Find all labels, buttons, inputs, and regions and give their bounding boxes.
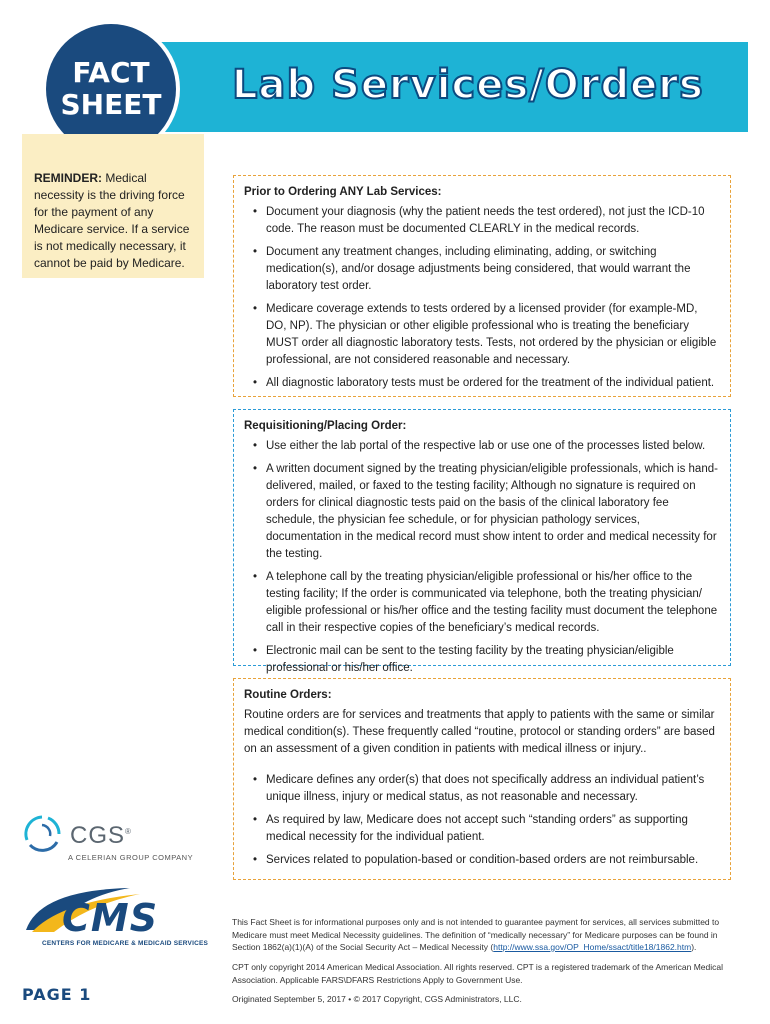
cms-name: CMS (62, 896, 159, 940)
list-item: • A written document signed by the treating physician/eligible professionals, which is hand-delivered, mailed, or faxed to the testing facility; Although no signature is required on orders for clinical diagnostic tests paid on the basis of the clinical laboratory fee schedule, the physician fee schedule, or for physician pathology services, documentation in the medical record must show intent to order and medical necessity for the testing. (244, 461, 718, 563)
page-title: Lab Services/Orders (232, 62, 704, 108)
list-item: • Electronic mail can be sent to the testing facility by the treating physician/eligible professional or his/her office. (244, 643, 718, 677)
list-item: • Services related to population-based or condition-based orders are not reimbursable. (244, 852, 718, 869)
routine-title: Routine Orders: (244, 689, 332, 701)
page-number: PAGE 1 (22, 985, 92, 1004)
reminder-box (22, 134, 204, 278)
footer-disclaimer: This Fact Sheet is for informational purposes only and is not intended to guarantee payment for services, all services submitted to Medicare must meet Medical Necessity guidelines. The definition of “medically necessary” for Medicare purposes can be found in Section 1862(a)(1)(A) of the Social Security Act – Medical Necessity (http://www.ssa.gov/OP_Home/ssact/title18/1862.htm). (232, 917, 720, 952)
reminder-label: REMINDER: (34, 171, 102, 185)
routine-intro: Routine orders are for services and treatments that apply to patients with the same or similar medical condition(s). These frequently called “routine, protocol or standing orders” are based on an assessment of a given condition in patients with medical illness or injury.. (244, 709, 715, 755)
cgs-tagline: A CELERIAN GROUP COMPANY (68, 853, 194, 862)
cgs-logo (20, 810, 220, 870)
list-item: • Medicare defines any order(s) that does not specifically address an individual patient’s unique illness, injury or medical status, as not reasonable and necessary. (244, 772, 718, 806)
list-item: • A telephone call by the treating physician/eligible professional or his/her office to the testing facility; If the order is communicated via telephone, both the treating physician/ eligible professional or his/her office and the testing facility must document the telephone call in their respective copies of the beneficiary’s medical records. (244, 569, 718, 637)
cms-tagline: CENTERS FOR MEDICARE & MEDICAID SERVICES (42, 940, 209, 947)
cgs-swirl-icon (22, 814, 62, 854)
list-item: • Document your diagnosis (why the patient needs the test ordered), not just the ICD-10 code. The reason must be documented CLEARLY in the medical records. (244, 204, 718, 238)
footer-origin: Originated September 5, 2017 • © 2017 Copyright, CGS Administrators, LLC. (232, 994, 522, 1004)
requisition-section (233, 409, 731, 674)
list-item: • As required by law, Medicare does not accept such “standing orders” as supporting medical necessity for the individual patient. (244, 812, 718, 846)
list-item: • Document any treatment changes, including eliminating, adding, or switching medication(s), and/or dosage adjustments being considered, that would warrant the laboratory test order. (244, 244, 718, 295)
prior-section (233, 175, 731, 397)
reminder-text: Medical necessity is the driving force for the payment of any Medicare service. If a service is not medically necessary, it cannot be paid by Medicare. (34, 171, 190, 270)
badge-line-1: FACT (72, 56, 150, 89)
routine-section (233, 678, 731, 880)
cgs-name: CGS® (70, 822, 132, 849)
prior-title: Prior to Ordering ANY Lab Services: (244, 186, 442, 198)
list-item: • Use either the lab portal of the respective lab or use one of the processes listed below. (244, 438, 718, 455)
list-item: • All diagnostic laboratory tests must be ordered for the treatment of the individual patient. (244, 375, 718, 392)
ssa-link[interactable]: http://www.ssa.gov/OP_Home/ssact/title18/1862.htm (493, 942, 692, 952)
cms-logo (20, 882, 220, 952)
footer-cpt: CPT only copyright 2014 American Medical Association. All rights reserved. CPT is a registered trademark of the American Medical Association. Applicable FARS\DFARS Restrictions Apply to Government Use. (232, 962, 724, 985)
list-item: • Medicare coverage extends to tests ordered by a licensed provider (for example-MD, DO, NP). The physician or other eligible professional who is treating the beneficiary MUST order all diagnostic laboratory tests. Tests, not ordered by the physician or eligible professional, are not considered reasonable and necessary. (244, 301, 718, 369)
badge-line-2: SHEET (60, 88, 162, 121)
requisition-title: Requisitioning/Placing Order: (244, 420, 407, 432)
